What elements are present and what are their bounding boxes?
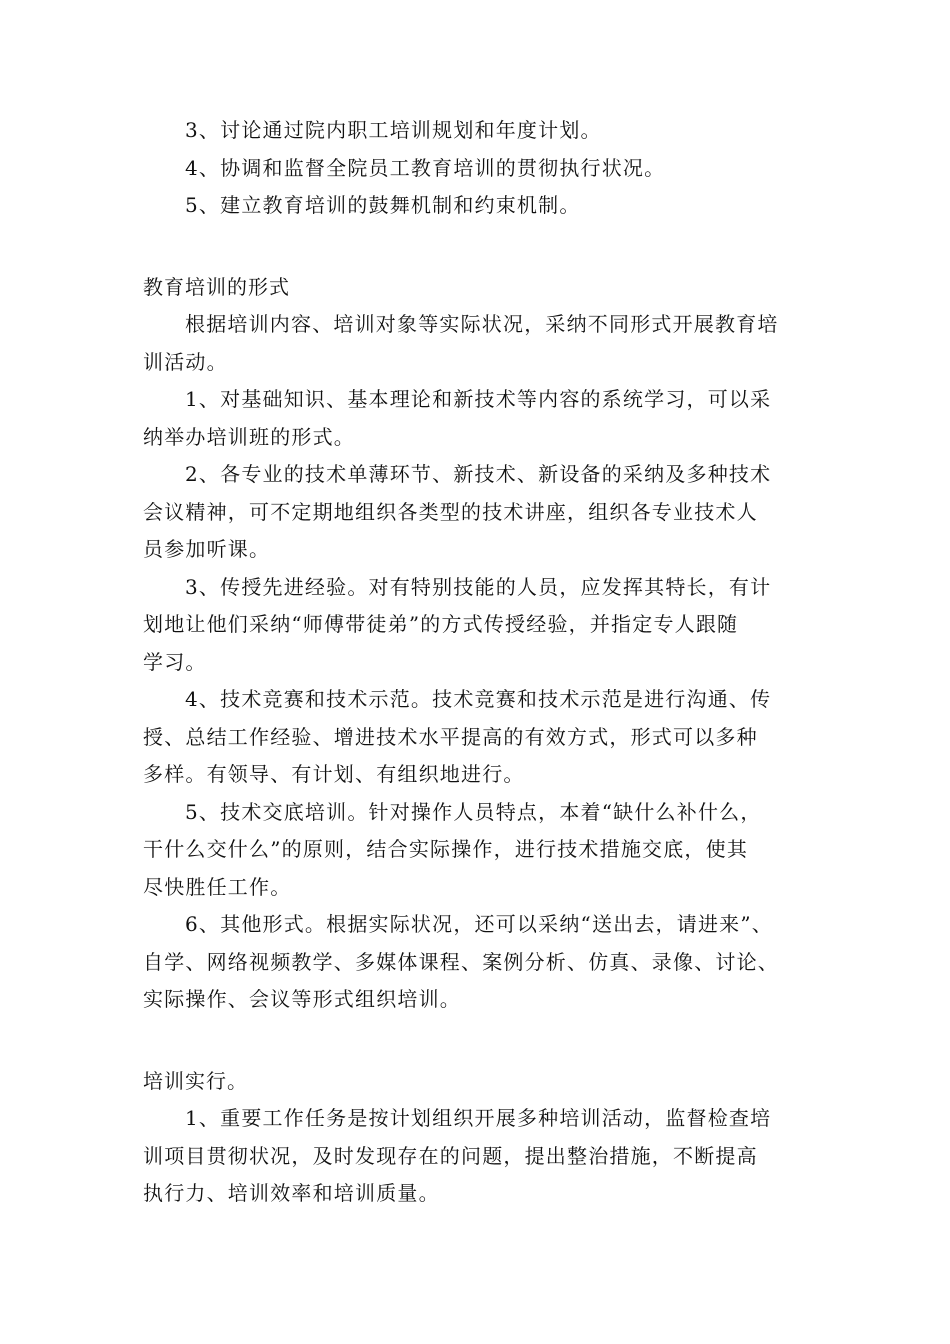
- list-item: 5、建立教育培训的鼓舞机制和约束机制。: [185, 193, 581, 217]
- paragraph: [143, 794, 813, 907]
- paragraph-line: 1、对基础知识、基本理论和新技术等内容的系统学习，可以采: [185, 387, 772, 411]
- paragraph-line: 员参加听课。: [143, 537, 271, 561]
- paragraph-line: 授、总结工作经验、增进技术水平提高的有效方式，形式可以多种: [143, 724, 758, 749]
- paragraph: [143, 456, 813, 569]
- paragraph: [143, 569, 813, 682]
- paragraph-line: 2、各专业的技术单薄环节、新技术、新设备的采纳及多种技术: [185, 462, 772, 486]
- section-heading: 培训实行。: [143, 1068, 248, 1093]
- duties-list: [143, 112, 813, 225]
- paragraph-line: 划地让他们采纳“师傅带徒弟”的方式传授经验，并指定专人跟随: [143, 612, 739, 636]
- paragraph-line: 纳举办培训班的形式。: [143, 424, 355, 449]
- section-training-forms: [143, 269, 813, 1019]
- document-page: [143, 112, 813, 1213]
- paragraph: [143, 306, 813, 381]
- paragraph-line: 4、技术竞赛和技术示范。技术竞赛和技术示范是进行沟通、传: [185, 687, 772, 711]
- list-item: 3、讨论通过院内职工培训规划和年度计划。: [185, 118, 602, 142]
- paragraph: [143, 1100, 813, 1213]
- paragraph-line: 5、技术交底培训。针对操作人员特点，本着“缺什么补什么，: [185, 799, 762, 824]
- paragraph: [143, 906, 813, 1019]
- paragraph-line: 6、其他形式。根据实际状况，还可以采纳“送出去，请进来”、: [185, 912, 773, 936]
- paragraph-line: 训活动。: [143, 349, 228, 374]
- paragraph-line: 训项目贯彻状况，及时发现存在的问题，提出整治措施，不断提高: [143, 1143, 758, 1168]
- list-item: 4、协调和监督全院员工教育培训的贯彻执行状况。: [185, 155, 666, 180]
- paragraph: [143, 681, 813, 794]
- paragraph-line: 3、传授先进经验。对有特别技能的人员，应发挥其特长，有计: [185, 574, 772, 599]
- paragraph-line: 干什么交什么”的原则，结合实际操作，进行技术措施交底，使其: [143, 837, 749, 861]
- paragraph-line: 尽快胜任工作。: [143, 874, 292, 899]
- paragraph-line: 学习。: [143, 649, 207, 674]
- section-training-implementation: [143, 1063, 813, 1213]
- paragraph-line: 会议精神，可不定期地组织各类型的技术讲座，组织各专业技术人: [143, 499, 758, 524]
- paragraph-line: 1、重要工作任务是按计划组织开展多种培训活动，监督检查培: [185, 1106, 772, 1130]
- paragraph-line: 实际操作、会议等形式组织培训。: [143, 987, 461, 1011]
- paragraph-line: 多样。有领导、有计划、有组织地进行。: [143, 762, 525, 786]
- paragraph: [143, 381, 813, 456]
- section-heading: 教育培训的形式: [143, 274, 290, 299]
- paragraph-line: 执行力、培训效率和培训质量。: [143, 1181, 440, 1205]
- paragraph-line: 自学、网络视频教学、多媒体课程、案例分析、仿真、录像、讨论、: [143, 949, 779, 974]
- paragraph-line: 根据培训内容、培训对象等实际状况，采纳不同形式开展教育培: [185, 312, 779, 336]
